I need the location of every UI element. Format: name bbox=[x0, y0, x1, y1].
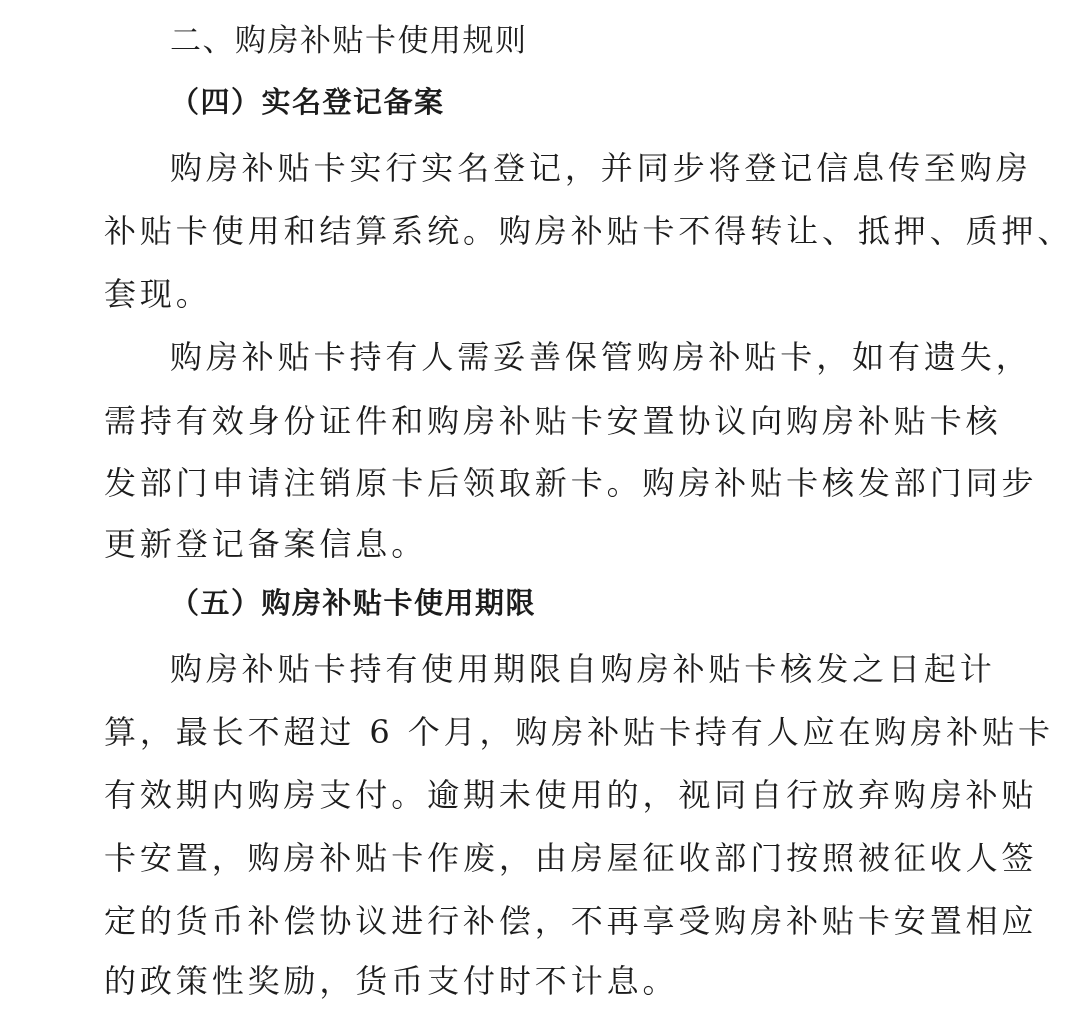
paragraph-line: 有效期内购房支付。逾期未使用的，视同自行放弃购房补贴 bbox=[104, 776, 1038, 814]
paragraph-line: 定的货币补偿协议进行补偿，不再享受购房补贴卡安置相应 bbox=[104, 902, 1038, 940]
paragraph-line: 购房补贴卡持有使用期限自购房补贴卡核发之日起计 bbox=[170, 650, 996, 688]
paragraph-line: 套现。 bbox=[104, 275, 212, 313]
paragraph-line: 购房补贴卡实行实名登记，并同步将登记信息传至购房 bbox=[170, 149, 1032, 187]
section-title: 二、购房补贴卡使用规则 bbox=[170, 23, 528, 59]
subsection-5-title: （五）购房补贴卡使用期限 bbox=[170, 586, 537, 620]
paragraph-line: 算，最长不超过 6 个月，购房补贴卡持有人应在购房补贴卡 bbox=[104, 713, 1054, 751]
paragraph-line: 需持有效身份证件和购房补贴卡安置协议向购房补贴卡核 bbox=[104, 402, 1002, 440]
subsection-4-title: （四）实名登记备案 bbox=[170, 85, 445, 119]
paragraph-line: 补贴卡使用和结算系统。购房补贴卡不得转让、抵押、质押、 bbox=[104, 212, 1074, 250]
paragraph-line: 发部门申请注销原卡后领取新卡。购房补贴卡核发部门同步 bbox=[104, 464, 1038, 502]
paragraph-line: 的政策性奖励，货币支付时不计息。 bbox=[104, 962, 679, 1000]
paragraph-line: 更新登记备案信息。 bbox=[104, 525, 428, 563]
paragraph-line: 购房补贴卡持有人需妥善保管购房补贴卡，如有遗失， bbox=[170, 338, 1032, 376]
paragraph-line: 卡安置，购房补贴卡作废，由房屋征收部门按照被征收人签 bbox=[104, 839, 1038, 877]
